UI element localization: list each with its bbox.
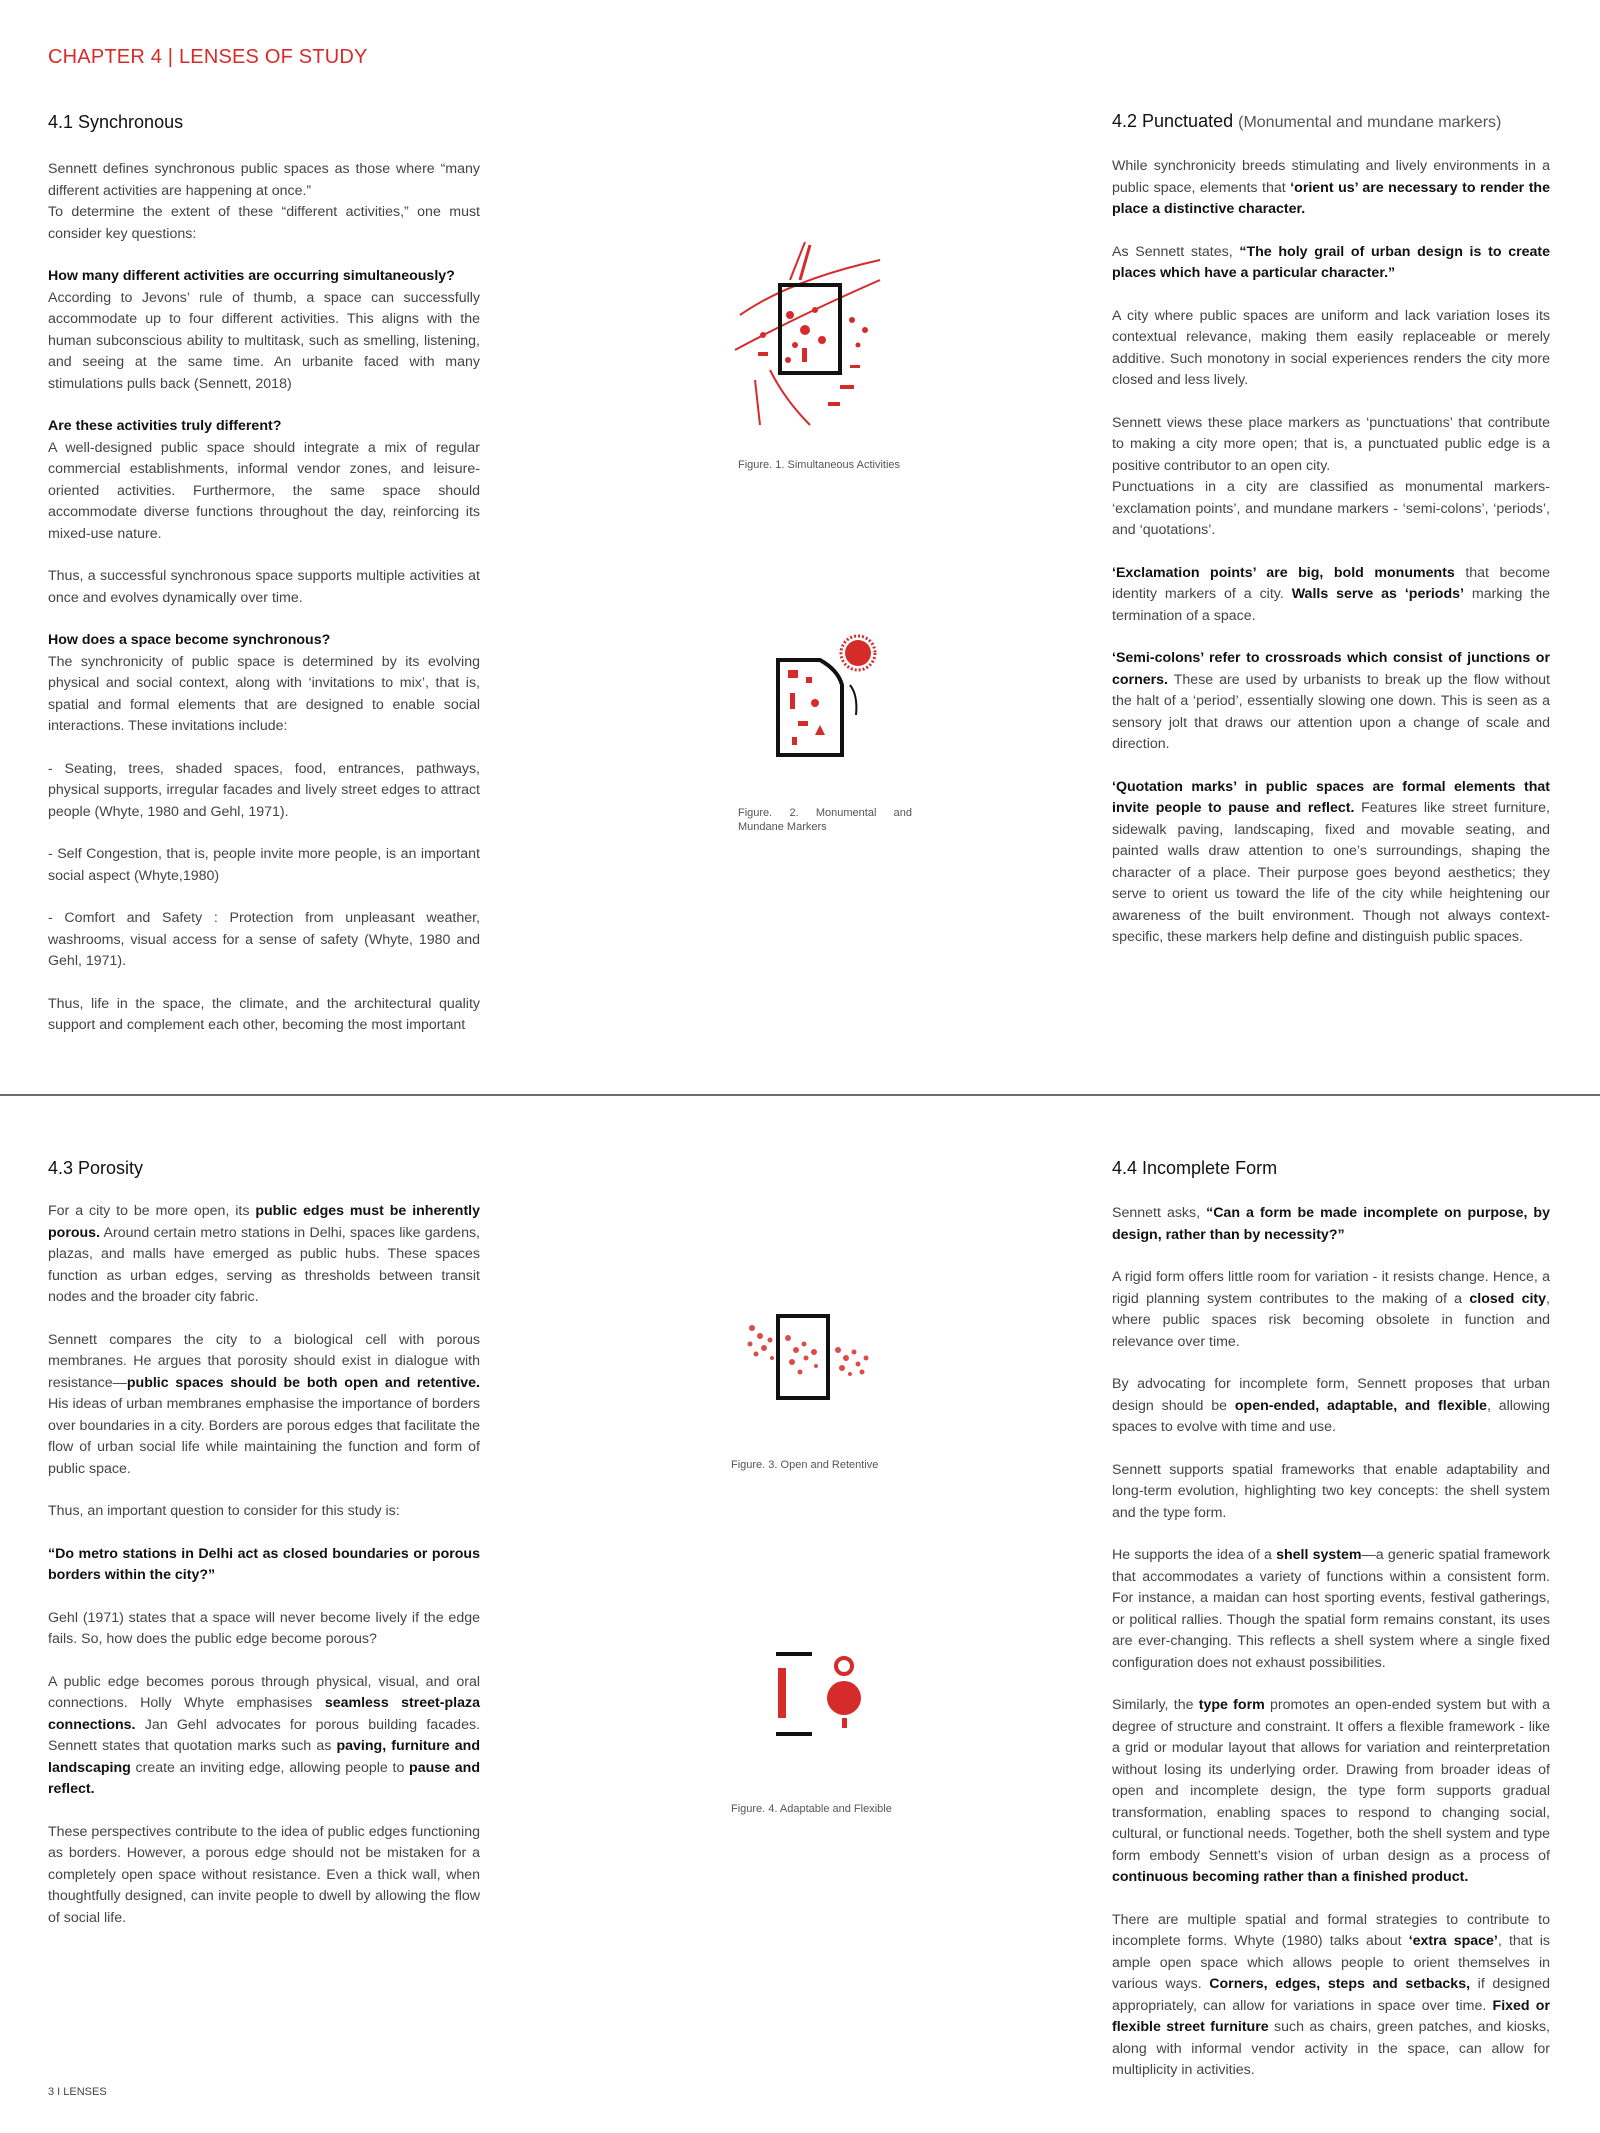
- paragraph: According to Jevons’ rule of thumb, a space can successfully accommodate up to four different activities. This aligns with the human subconscious ability to multitask, such as smelling, listening, and seeing at the same time. An urbanite faced with many stimulations pulls back (Sennett, 2018): [48, 289, 480, 392]
- text: that become identity markers of a city.: [1112, 564, 1550, 602]
- paragraph: [48, 1330, 480, 1481]
- page-divider: [0, 1094, 1600, 1096]
- section-4-1-body: [48, 159, 480, 1058]
- text: He supports the idea of a: [1112, 1547, 1277, 1563]
- paragraph: Thus, an important question to consider for this study is:: [48, 1503, 400, 1519]
- text: A rigid form offers little room for variation - it resists change. Hence, a rigid planning system contributes to the making of a: [1112, 1269, 1550, 1307]
- question-heading: How does a space become synchronous?: [48, 632, 331, 648]
- emphasis: Fixed or flexible street furniture: [1112, 1997, 1550, 2035]
- text: promotes an open-ended system but with a degree of structure and constraint. It offers a flexible framework - like a grid or modular layout that allows for variation and reinterpretation without losing its underlying order. Drawing from broader ideas of open and incomplete design, the type form supports gradual transformation, enabling spaces to respond to changing social, cultural, or functional needs. Together, both the shell system and type form embody Sennett’s vision of urban design as a process of: [1112, 1697, 1551, 1864]
- paragraph: [48, 1201, 480, 1309]
- text: Sennett compares the city to a biological cell with porous membranes. He argues that porosity should exist in dialogue with resistance—: [48, 1331, 480, 1391]
- emphasis: seamless street-plaza connections.: [48, 1695, 480, 1733]
- paragraph: [1112, 648, 1550, 756]
- text: marking the termination of a space.: [1112, 586, 1550, 624]
- emphasis: Corners, edges, steps and setbacks,: [1209, 1976, 1471, 1992]
- figure-2-monumental-and-mundane-markers: [770, 625, 890, 765]
- paragraph: Gehl (1971) states that a space will never become lively if the edge fails. So, how does the public edge become porous?: [48, 1609, 480, 1647]
- list-item: - Self Congestion, that is, people invite more people, is an important social aspect (Whyte,1980): [48, 846, 480, 884]
- figure-4-caption: Figure. 4. Adaptable and Flexible: [731, 1803, 892, 1815]
- paragraph: Thus, life in the space, the climate, and the architectural quality support and complement each other, becoming the most important: [48, 995, 480, 1033]
- paragraph: These perspectives contribute to the idea of public edges functioning as borders. However, a porous edge should not be mistaken for a completely open space without resistance. Even a thick wall, when thoughtfully designed, can invite people to dwell by allowing the flow of social life.: [48, 1823, 480, 1926]
- paragraph: Sennett views these place markers as ‘punctuations’ that contribute to making a city more open; that is, a punctuated public edge is a positive contributor to an open city.: [1112, 414, 1550, 474]
- text: His ideas of urban membranes emphasise the importance of borders over boundaries in a city. Borders are porous edges that facilitate the flow of urban social life while maintaining the function and form of public space.: [48, 1396, 480, 1477]
- emphasis: ‘Exclamation points’ are big, bold monuments: [1112, 564, 1455, 581]
- list-item: - Comfort and Safety : Protection from unpleasant weather, washrooms, visual access for a sense of safety (Whyte, 1980 and Gehl, 1971).: [48, 910, 480, 969]
- text: such as chairs, green patches, and kiosks, along with informal vendor activity in the space, can allow for multiplicity in activities.: [1112, 2019, 1550, 2078]
- emphasis: shell system: [1276, 1547, 1362, 1563]
- emphasis: public edges must be inherently porous.: [48, 1203, 480, 1241]
- emphasis: paving, furniture and landscaping: [48, 1738, 481, 1776]
- emphasis: type form: [1198, 1697, 1265, 1713]
- text: Features like street furniture, sidewalk paving, landscaping, fixed and movable seating, and painted walls draw attention to one’s surroundings, shaping the character of a place. Their purpose goes beyond aesthetics; they serve to orient us toward the life of the city while heightening our awareness of the built environment. Though not always context-specific, these markers help define and distinguish public spaces.: [1112, 800, 1550, 945]
- text: , where public spaces risk becoming obsolete in function and relevance over time.: [1112, 1290, 1550, 1350]
- text: Jan Gehl advocates for porous building facades. Sennett states that quotation marks such as: [48, 1716, 480, 1754]
- figure-3-caption: Figure. 3. Open and Retentive: [731, 1459, 879, 1471]
- chapter-title: CHAPTER 4 | LENSES OF STUDY: [48, 46, 368, 68]
- paragraph: Sennett supports spatial frameworks that enable adaptability and long-term evolution, highlighting two key concepts: the shell system and the type form.: [1112, 1461, 1550, 1521]
- heading-subtitle: (Monumental and mundane markers): [1238, 114, 1502, 131]
- figure-2-caption: Figure. 2. Monumental and Mundane Markers: [738, 807, 912, 833]
- list-item: - Seating, trees, shaded spaces, food, entrances, pathways, physical supports, irregular facades and lively street edges to attract people (Whyte, 1980 and Gehl, 1971).: [48, 760, 480, 820]
- section-4-3-body: [48, 1201, 480, 1950]
- emphasis: closed city: [1469, 1290, 1547, 1307]
- question-heading: How many different activities are occurring simultaneously?: [48, 268, 455, 284]
- section-4-4-heading: 4.4 Incomplete Form: [1112, 1158, 1278, 1178]
- text: Similarly, the: [1112, 1697, 1199, 1713]
- text: While synchronicity breeds stimulating and lively environments in a public space, elements that: [1112, 158, 1550, 196]
- text: create an inviting edge, allowing people to: [130, 1759, 410, 1776]
- paragraph: The synchronicity of public space is determined by its evolving physical and social context, along with ‘invitations to mix’, that is, spatial and formal elements that are designed to enable social interactions. These invitations include:: [48, 653, 480, 734]
- paragraph: A well-designed public space should integrate a mix of regular commercial establishments, informal vendor zones, and leisure-oriented activities. Furthermore, the same space should accommodate diverse functions throughout the day, reinforcing its mixed-use nature.: [48, 439, 480, 542]
- text: There are multiple spatial and formal strategies to contribute to incomplete forms. Whyte (1980) talks about: [1112, 1911, 1550, 1949]
- paragraph: A city where public spaces are uniform and lack variation loses its contextual relevance, making them easily replaceable or merely additive. Such monotony in social experiences renders the city more closed and less lively.: [1112, 307, 1550, 388]
- paragraph: [1112, 777, 1550, 949]
- text: Around certain metro stations in Delhi, spaces like gardens, plazas, and malls have emerged as public hubs. These spaces function as urban edges, serving as thresholds between transit nodes and the broader city fabric.: [48, 1224, 480, 1305]
- text: As Sennett states,: [1112, 243, 1240, 260]
- emphasis: ‘extra space’: [1408, 1933, 1498, 1949]
- paragraph: [1112, 1267, 1550, 1353]
- emphasis: continuous becoming rather than a finished product.: [1112, 1869, 1469, 1885]
- emphasis: “The holy grail of urban design is to create places which have a particular character.”: [1112, 243, 1550, 281]
- paragraph: [1112, 242, 1550, 285]
- page-footer: 3 I LENSES: [48, 2086, 107, 2098]
- key-question: “Do metro stations in Delhi act as closed boundaries or porous borders within the city?”: [48, 1545, 480, 1583]
- paragraph: [1112, 563, 1550, 628]
- emphasis: ‘orient us’ are necessary to render the place a distinctive character.: [1112, 179, 1550, 217]
- figure-3-open-and-retentive: [744, 1308, 884, 1408]
- paragraph: Sennett defines synchronous public spaces as those where “many different activities are happening at once.”: [48, 161, 480, 199]
- paragraph: [1112, 1374, 1550, 1439]
- heading-main: 4.2 Punctuated: [1112, 111, 1234, 131]
- text: A public edge becomes porous through physical, visual, and oral connections. Holly Whyte emphasises: [48, 1673, 480, 1711]
- figure-1-caption: Figure. 1. Simultaneous Activities: [738, 459, 901, 471]
- emphasis: ‘Quotation marks’ in public spaces are formal elements that invite people to pause and reflect.: [1112, 778, 1550, 816]
- emphasis: pause and reflect.: [48, 1759, 480, 1797]
- paragraph: [1112, 1545, 1550, 1674]
- emphasis: public spaces should be both open and retentive.: [126, 1374, 480, 1391]
- paragraph: [1112, 1910, 1550, 2082]
- paragraph: Punctuations in a city are classified as monumental markers- ‘exclamation points’, and mundane markers - ‘semi-colons’, ‘periods’, and ‘quotations’.: [1112, 479, 1550, 538]
- section-4-3-heading: 4.3 Porosity: [48, 1158, 144, 1178]
- section-4-2-body: [1112, 156, 1550, 970]
- paragraph: To determine the extent of these “different activities,” one must consider key questions:: [48, 204, 480, 242]
- text: These are used by urbanists to break up the flow without the halt of a ‘period’, essentially slowing one down. This is seen as a sensory jolt that draws our attention upon a change of scale and direction.: [1112, 671, 1550, 752]
- text: , allowing spaces to evolve with time and use.: [1112, 1397, 1550, 1435]
- paragraph: [1112, 156, 1550, 221]
- section-4-1-heading: 4.1 Synchronous: [48, 112, 184, 132]
- paragraph: [1112, 1203, 1550, 1246]
- figure-4-adaptable-and-flexible: [770, 1650, 870, 1740]
- emphasis: Walls serve as ‘periods’: [1291, 586, 1464, 602]
- text: —a generic spatial framework that accommodates a variety of functions within a consistent form. For instance, a maidan can host sporting events, festival gatherings, or political rallies. Though the spatial form remains constant, its uses are ever-changing. This reflects a shell system where a single fixed configuration does not exhaust possibilities.: [1112, 1547, 1550, 1671]
- section-4-2-heading: [1112, 111, 1501, 132]
- text: For a city to be more open, its: [48, 1203, 256, 1219]
- paragraph: [1112, 1695, 1550, 1889]
- text: , that is ample open space which allows people to orient themselves in various ways.: [1112, 1933, 1550, 1992]
- paragraph: Thus, a successful synchronous space supports multiple activities at once and evolves dynamically over time.: [48, 568, 480, 606]
- text: if designed appropriately, can allow for variations in space over time.: [1112, 1976, 1550, 2014]
- emphasis: open-ended, adaptable, and flexible: [1234, 1397, 1487, 1414]
- question-heading: Are these activities truly different?: [48, 418, 282, 434]
- paragraph: [48, 1672, 480, 1801]
- emphasis: ‘Semi-colons’ refer to crossroads which consist of junctions or corners.: [1112, 650, 1550, 688]
- text: Sennett asks,: [1112, 1205, 1207, 1221]
- figure-1-simultaneous-activities: [730, 240, 890, 430]
- emphasis: “Can a form be made incomplete on purpose, by design, rather than by necessity?”: [1112, 1205, 1550, 1243]
- section-4-4-body: [1112, 1203, 1550, 2103]
- text: By advocating for incomplete form, Sennett proposes that urban design should be: [1112, 1376, 1550, 1414]
